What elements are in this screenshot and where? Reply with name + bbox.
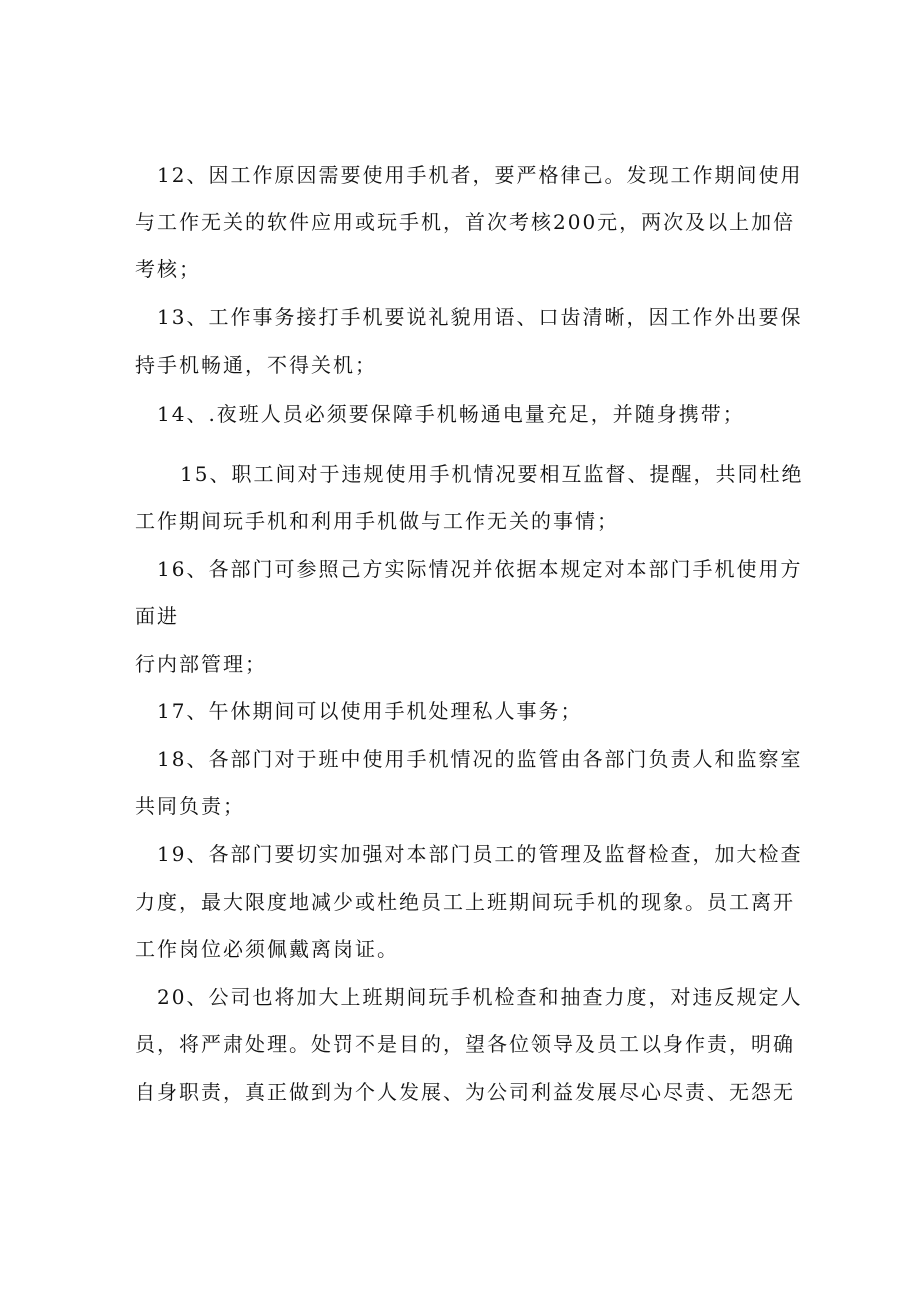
clause-16-line-1: 16、各部门可参照己方实际情况并依据本规定对本部门手机使用方 [157, 557, 803, 581]
clause-12-line-2: 与工作无关的软件应用或玩手机，首次考核200元，两次及以上加倍 [135, 210, 796, 234]
clause-19-line-2: 力度，最大限度地减少或杜绝员工上班期间玩手机的现象。员工离开 [135, 890, 795, 914]
clause-20-line-3: 自身职责，真正做到为个人发展、为公司利益发展尽心尽责、无怨无 [135, 1080, 795, 1104]
clause-18-line-2: 共同负责； [135, 794, 245, 818]
clause-20-line-1: 20、公司也将加大上班期间玩手机检查和抽查力度，对违反规定人 [157, 985, 803, 1009]
clause-12-line-1: 12、因工作原因需要使用手机者，要严格律己。发现工作期间使用 [157, 163, 803, 187]
clause-19-line-3: 工作岗位必须佩戴离岗证。 [135, 937, 399, 961]
clause-12-line-3: 考核； [135, 257, 201, 281]
clause-15-line-1: 15、职工间对于违规使用手机情况要相互监督、提醒，共同杜绝 [180, 462, 804, 486]
clause-16-line-2: 面进 [135, 604, 179, 628]
clause-14-line-1: 14、.夜班人员必须要保障手机畅通电量充足，并随身携带； [157, 402, 745, 426]
clause-18-line-1: 18、各部门对于班中使用手机情况的监管由各部门负责人和监察室 [157, 747, 803, 771]
clause-13-line-2: 持手机畅通，不得关机； [135, 353, 377, 377]
clause-15-line-2: 工作期间玩手机和利用手机做与工作无关的事情； [135, 509, 619, 533]
clause-19-line-1: 19、各部门要切实加强对本部门员工的管理及监督检查，加大检查 [157, 842, 803, 866]
clause-17-line-1: 17、午休期间可以使用手机处理私人事务； [157, 699, 583, 723]
clause-20-line-2: 员，将严肃处理。处罚不是目的，望各位领导及员工以身作责，明确 [135, 1032, 795, 1056]
clause-13-line-1: 13、工作事务接打手机要说礼貌用语、口齿清晰，因工作外出要保 [157, 305, 803, 329]
clause-16-line-3: 行内部管理； [135, 652, 267, 676]
